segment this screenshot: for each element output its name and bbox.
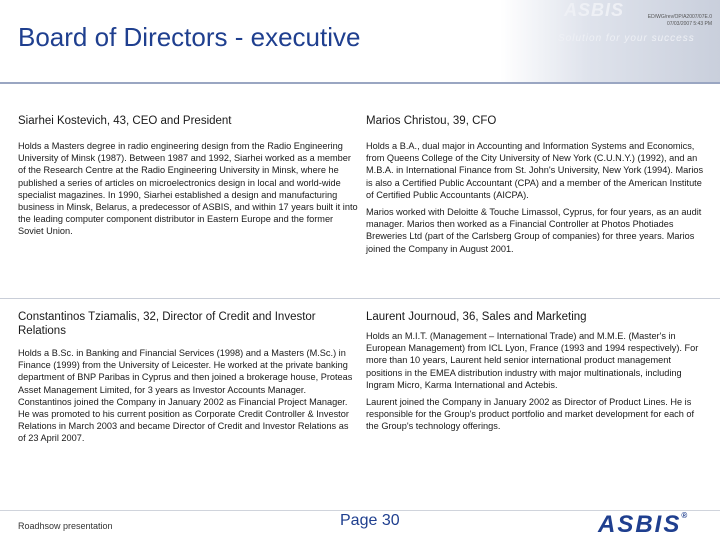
- asbis-logo: [598, 511, 689, 539]
- header-watermark-slogan: Solution for your success: [558, 33, 695, 44]
- document-code-line2: 07/03/2007 5:43 PM: [666, 21, 712, 27]
- bio-ceo: [18, 114, 358, 243]
- bio-heading: Constantinos Tziamalis, 32, Director of Credit and Investor Relations: [18, 311, 316, 337]
- bio-heading: Laurent Journoud, 36, Sales and Marketing: [366, 311, 587, 323]
- bio-paragraph: Holds an M.I.T. (Management – International Trade) and M.M.E. (Master's in European Management) from ICL Lyon, France (1993 and 1994 respectively). For more than 10 years, Laurent held senior international product management positions in the EMEA distribution industry with major multinationals, including Ingram Micro, Karma International and Actebis.: [366, 331, 699, 390]
- bio-sales-marketing: [366, 310, 704, 438]
- bio-cfo: [366, 114, 704, 260]
- page-header: [0, 0, 720, 84]
- header-watermark-logo: ASBIS: [564, 0, 625, 20]
- bio-paragraph: Holds a B.A., dual major in Accounting and Information Systems and Economics, from Queens College of the City University of New York (C.U.N.Y.) (1992), and an M.B.A. in International Finance from St. John's University, New York (1994). Marios is also a Certified Public Accountant (CPA) and a member of the American Institute of Certified Public Accountants (AICPA).: [366, 141, 704, 200]
- section-divider: [0, 298, 720, 299]
- document-code-line1: ED/WG/rev/OP/A2007/07E.0: [647, 14, 712, 20]
- bio-credit-director: [18, 310, 358, 450]
- header-graphic: [500, 0, 720, 84]
- header-divider: [0, 82, 720, 84]
- bio-heading: Siarhei Kostevich, 43, CEO and President: [18, 115, 232, 127]
- footer-presentation-label: Roadhsow presentation: [18, 521, 113, 531]
- document-code: [648, 14, 712, 28]
- bio-paragraph: Marios worked with Deloitte & Touche Limassol, Cyprus, for four years, as an audit manager. Marios then worked as a Financial Controller at Photos Photiades Breweries Ltd (part of the Carlsberg Group of companies) for three years. Marios joined the Company in August 2001.: [366, 207, 702, 254]
- page-number: Page 30: [340, 512, 400, 529]
- bio-heading: Marios Christou, 39, CFO: [366, 115, 497, 127]
- bio-paragraph: Holds a B.Sc. in Banking and Financial Services (1998) and a Masters (M.Sc.) in Finance (1999) from the University of Leicester. He worked at the private banking department of BNP Paribas in Cyprus and then joined a brokerage house, Proteas Asset Management Limited, for 3 years as Investor Accounts Manager. Constantinos joined the Company in January 2002 as Financial Project Manager. He was promoted to his current position as Corporate Credit Controller & Investor Relations in March 2003 and became Director of Credit and Investor Relations as of 23 April 2007.: [18, 348, 353, 444]
- bio-paragraph: Laurent joined the Company in January 2002 as Director of Product Lines. He is responsible for the Group's product portfolio and market development for each of the Group's technology offerings.: [366, 397, 695, 432]
- asbis-logo-text: ASBIS: [598, 511, 682, 538]
- page-title: Board of Directors - executive: [18, 22, 361, 52]
- bio-paragraph: Holds a Masters degree in radio engineering design from the Radio Engineering University of Minsk (1987). Between 1987 and 1992, Siarhei worked as a member of the Research Centre at the Radio Engineering University in Minsk, where he published a series of articles on microelectronics design in local and world-wide specialist magazines. In 1990, Siarhei established a design and manufacturing business in Minsk, Belarus, a predecessor of ASBIS, and within 17 years built it into the leading computer component distributor in Eastern Europe and the former Soviet Union.: [18, 141, 358, 237]
- registered-mark: ®: [681, 511, 690, 520]
